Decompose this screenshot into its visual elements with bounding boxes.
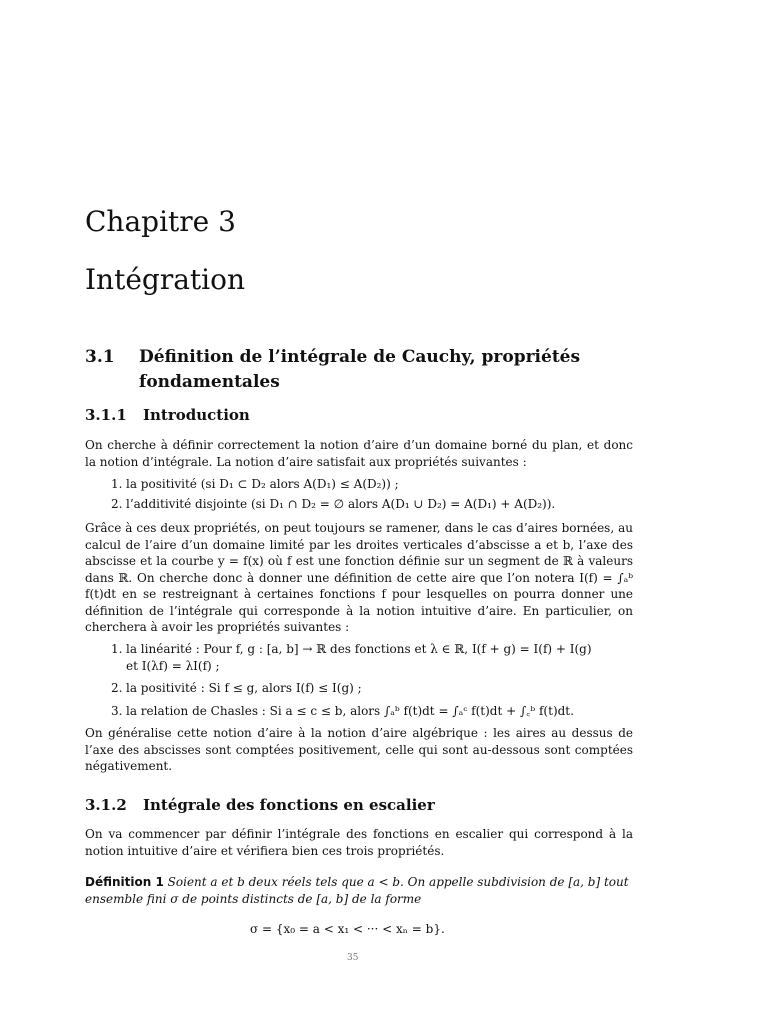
list-item-text: la positivité : Si f ≤ g, alors I(f) ≤ I(g) ; xyxy=(126,681,362,695)
list-item-number: 1. xyxy=(111,477,123,491)
subdivision-formula: σ = {x₀ = a < x₁ < ··· < xₙ = b}. xyxy=(250,922,445,936)
list-item xyxy=(111,703,633,720)
chapter-title: Intégration xyxy=(85,263,246,296)
list-item-number: 2. xyxy=(111,497,123,511)
list-item xyxy=(111,641,633,674)
list-item-text: la linéarité : Pour f, g : [a, b] → ℝ des fonctions et λ ∈ ℝ, I(f + g) = I(f) + I(g) xyxy=(126,642,592,656)
subsection-number: 3.1.1 xyxy=(85,406,127,424)
list-item xyxy=(111,496,633,513)
page-number: 35 xyxy=(347,953,359,963)
definition-label: Définition 1 xyxy=(85,875,164,889)
section-title: Définition de l’intégrale de Cauchy, propriétés fondamentales xyxy=(139,347,581,392)
paragraph: On va commencer par définir l’intégrale des fonctions en escalier qui correspond à la notion intuitive d’aire et vérifiera bien ces trois propriétés. xyxy=(85,827,633,858)
list-item-text: la relation de Chasles : Si a ≤ c ≤ b, alors ∫ₐᵇ f(t)dt = ∫ₐᶜ f(t)dt + ∫꜀ᵇ f(t)dt. xyxy=(126,704,574,718)
list-item-number: 2. xyxy=(111,681,123,695)
list-item xyxy=(111,476,633,493)
list-item-number: 1. xyxy=(111,642,123,656)
list-item-text: la positivité (si D₁ ⊂ D₂ alors A(D₁) ≤ A(D₂)) ; xyxy=(126,477,399,491)
subsection-title: Introduction xyxy=(143,406,250,424)
paragraph: Grâce à ces deux propriétés, on peut toujours se ramener, dans le cas d’aires bornées, au calcul de l’aire d’un domaine limité par les droites verticales d’abscisse a et b, l’axe des abscisse et la courbe y = f(x) où f est une fonction définie sur un segment de ℝ à valeurs dans ℝ. On cherche donc à donner une définition de cette aire que l’on notera I(f) = ∫ₐᵇ f(t)dt en se restreignant à certaines fonctions f pour lesquelles on pourra donner une définition de l’intégrale qui corresponde à la notion intuitive d’aire. En particulier, on cherchera à avoir les propriétés suivantes : xyxy=(85,521,633,634)
definition-body: Soient a et b deux réels tels que a < b. On appelle subdivision de [a, b] tout ensemble fini σ de points distincts de [a, b] de la forme xyxy=(85,875,629,906)
paragraph: On généralise cette notion d’aire à la notion d’aire algébrique : les aires au dessus de l’axe des abscisses sont comptées positivement, celle qui sont au-dessous sont comptées négativement. xyxy=(85,726,633,773)
section-heading xyxy=(85,345,633,395)
subsection-heading-introduction xyxy=(85,406,250,424)
chapter-label: Chapitre 3 xyxy=(85,205,236,238)
subsection-title: Intégrale des fonctions en escalier xyxy=(143,796,435,814)
subsection-number: 3.1.2 xyxy=(85,796,127,814)
subsection-heading-escalier xyxy=(85,796,435,814)
list-item xyxy=(111,680,633,697)
list-item-continuation: et I(λf) = λI(f) ; xyxy=(126,658,220,673)
list-item-number: 3. xyxy=(111,704,123,718)
list-item-text: l’additivité disjointe (si D₁ ∩ D₂ = ∅ alors A(D₁ ∪ D₂) = A(D₁) + A(D₂)). xyxy=(126,497,556,511)
definition xyxy=(85,874,633,907)
intro-paragraph: On cherche à définir correctement la notion d’aire d’un domaine borné du plan, et donc la notion d’intégrale. La notion d’aire satisfait aux propriétés suivantes : xyxy=(85,438,633,469)
section-number: 3.1 xyxy=(85,347,115,367)
